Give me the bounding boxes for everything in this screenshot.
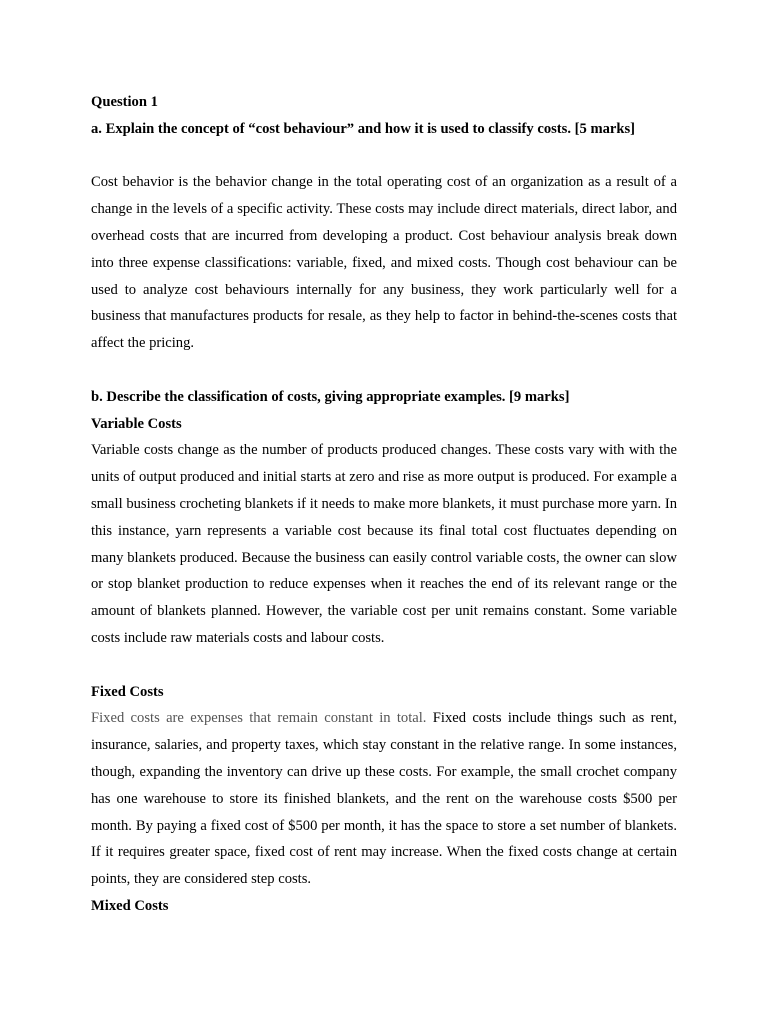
fixed-costs-text: Fixed costs include things such as rent, insurance, salaries, and property taxes, which stay constant in the relative range. In some instances, though, expanding the inventory can drive up these costs. For example, the small crochet company has one warehouse to store its finished blankets, and the rent on the warehouse costs $500 per month. By paying a fixed cost of $500 per month, it has the space to store a set number of blankets. If it requires greater space, fixed cost of rent may increase. When the fixed costs change at certain points, they are considered step costs. (91, 710, 677, 888)
fixed-costs-heading: Fixed Costs (91, 683, 164, 700)
variable-costs-heading: Variable Costs (91, 415, 182, 432)
mixed-costs-heading: Mixed Costs (91, 897, 169, 914)
document-page (91, 89, 677, 920)
part-a-prompt: a. Explain the concept of “cost behaviour” and how it is used to classify costs. [5 marks] (91, 120, 636, 137)
part-a-answer: Cost behavior is the behavior change in the total operating cost of an organization as a result of a change in the levels of a specific activity. These costs may include direct materials, direct labor, and overhead costs that are incurred from developing a product. Cost behaviour analysis break down into three expense classifications: variable, fixed, and mixed costs. Though cost behaviour can be used to analyze cost behaviours internally for any business, they work particularly well for a business that manufactures products for resale, as they help to factor in behind-the-scenes costs that affect the pricing. (91, 174, 677, 352)
spacer (91, 357, 677, 384)
question-title: Question 1 (91, 94, 158, 110)
spacer (91, 143, 677, 170)
part-b-prompt: b. Describe the classification of costs, giving appropriate examples. [9 marks] (91, 388, 570, 405)
spacer (91, 652, 677, 679)
fixed-costs-intro: Fixed costs are expenses that remain constant in total. (91, 710, 427, 727)
fixed-costs-paragraph (91, 705, 677, 893)
variable-costs-text: Variable costs change as the number of products produced changes. These costs vary with with the units of output produced and initial starts at zero and rise as more output is produced. For example a small business crocheting blankets if it needs to make more blankets, it must purchase more yarn. In this instance, yarn represents a variable cost because its final total cost fluctuates depending on many blankets produced. Because the business can easily control variable costs, the owner can slow or stop blanket production to reduce expenses when it reaches the end of its relevant range or the amount of blankets planned. However, the variable cost per unit remains constant. Some variable costs include raw materials costs and labour costs. (91, 442, 677, 646)
